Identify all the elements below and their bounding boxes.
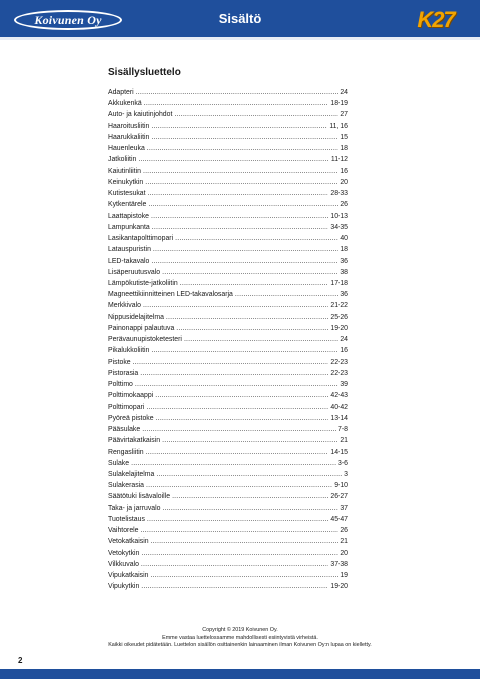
toc-entry-page: 19-20 [330, 583, 348, 591]
toc-entry-title: Haaroitusliitin [108, 122, 150, 130]
toc-entry [108, 300, 348, 311]
toc-entry-page: 7-8 [338, 426, 348, 434]
toc-dot-leader [146, 447, 329, 458]
toc-entry [108, 570, 348, 581]
toc-entry-title: LED-takavalo [108, 257, 150, 265]
toc-entry-page: 3 [344, 470, 348, 478]
toc-dot-leader [133, 357, 329, 368]
footer-copyright: Copyright © 2019 Koivunen Oy. [202, 627, 278, 633]
toc-entry-title: Polttimokaappi [108, 392, 154, 400]
toc-entry-page: 13-14 [330, 414, 348, 422]
toc-entry [108, 278, 348, 289]
toc-entry-page: 11-12 [330, 156, 348, 164]
toc-entry-page: 17-18 [330, 279, 348, 287]
toc-entry-title: Latauspuristin [108, 246, 151, 254]
toc-entry-page: 20 [340, 178, 348, 186]
toc-entry-title: Vetokatkaisin [108, 538, 149, 546]
toc-entry [108, 143, 348, 154]
toc-dot-leader [148, 199, 338, 210]
toc-dot-leader [147, 514, 328, 525]
toc-entry [108, 413, 348, 424]
toc-dot-leader [146, 402, 328, 413]
footer-disclaimer: Emme vastaa luettelossamme mahdollisesti esiintyvistä virheistä. [162, 634, 318, 641]
toc-entry-page: 26 [340, 201, 348, 209]
toc-entry-title: Laattapistoke [108, 212, 149, 220]
toc-entry-page: 19 [340, 572, 348, 580]
toc-entry-title: Perävaunupistoketesteri [108, 336, 182, 344]
toc-dot-leader [156, 413, 329, 424]
toc-entry-page: 18 [340, 145, 348, 153]
toc-dot-leader [175, 233, 338, 244]
toc-entry [108, 154, 348, 165]
toc-entry-page: 16 [340, 347, 348, 355]
toc-entry-title: Säätötuki lisävaloille [108, 493, 171, 501]
toc-entry [108, 312, 348, 323]
toc-entry [108, 548, 348, 559]
toc-entry [108, 368, 348, 379]
toc-entry [108, 379, 348, 390]
toc-dot-leader [138, 154, 329, 165]
toc-dot-leader [142, 424, 336, 435]
toc-entry-title: Kytkentärele [108, 201, 147, 209]
toc-entry-page: 26 [340, 527, 348, 535]
toc-entry-page: 21 [340, 538, 348, 546]
toc-dot-leader [176, 323, 328, 334]
toc-entry-title: Magneettikiinnitteinen LED-takavalosarja [108, 291, 233, 299]
toc-entry-page: 19-20 [330, 324, 348, 332]
toc-dot-leader [148, 188, 329, 199]
toc-dot-leader [141, 548, 338, 559]
toc-entry-title: Vaihtorele [108, 527, 139, 535]
toc-entry-title: Pistorasia [108, 369, 139, 377]
toc-entry-title: Pyöreä pistoke [108, 414, 154, 422]
toc-entry-title: Tuotelistaus [108, 515, 145, 523]
toc-entry-page: 9-10 [334, 482, 348, 490]
toc-entry [108, 98, 348, 109]
toc-entry [108, 491, 348, 502]
toc-entry-page: 27 [340, 111, 348, 119]
toc-entry-title: Nippusidelajitelma [108, 313, 164, 321]
toc-entry [108, 458, 348, 469]
koivunen-logo-text: Koivunen Oy [34, 12, 102, 27]
toc-entry-page: 3-6 [338, 459, 348, 467]
toc-entry-title: Merkkivalo [108, 302, 141, 310]
toc-entry [108, 525, 348, 536]
toc-dot-leader [162, 267, 338, 278]
toc-entry-title: Vipukatkaisin [108, 572, 149, 580]
toc-entry-title: Polttimo [108, 381, 133, 389]
toc-dot-leader [166, 312, 328, 323]
toc-dot-leader [147, 143, 339, 154]
toc-entry-page: 21-22 [330, 302, 348, 310]
toc-entry [108, 357, 348, 368]
toc-entry [108, 334, 348, 345]
toc-dot-leader [151, 121, 327, 132]
toc-entry-page: 36 [340, 291, 348, 299]
toc-dot-leader [145, 177, 338, 188]
toc-entry-title: Pistoke [108, 358, 131, 366]
toc-entry [108, 132, 348, 143]
toc-entry-title: Jatkoliitin [108, 156, 137, 164]
toc-entry [108, 559, 348, 570]
toc-entry [108, 424, 348, 435]
toc-entry-title: Hauenleuka [108, 145, 145, 153]
toc-entry-page: 45-47 [330, 515, 348, 523]
toc-entry [108, 177, 348, 188]
toc-entry-title: Vetokytkin [108, 549, 140, 557]
toc-entry [108, 514, 348, 525]
toc-entry-page: 40-42 [330, 403, 348, 411]
toc-entry [108, 121, 348, 132]
toc-entry-title: Kutistesukat [108, 190, 146, 198]
toc-dot-leader [136, 87, 339, 98]
toc-entry [108, 323, 348, 334]
toc-dot-leader [151, 536, 339, 547]
page-number: 2 [18, 656, 23, 665]
toc-entry [108, 469, 348, 480]
toc-entry [108, 166, 348, 177]
toc-entry-page: 38 [340, 268, 348, 276]
toc-dot-leader [146, 480, 332, 491]
toc-entry-page: 39 [340, 381, 348, 389]
toc-entry [108, 345, 348, 356]
toc-entry-title: Pikalukkoliitin [108, 347, 150, 355]
toc-entry-page: 18-19 [330, 100, 348, 108]
toc-dot-leader [141, 581, 328, 592]
toc-entry [108, 581, 348, 592]
table-of-contents [108, 87, 348, 593]
toc-entry-title: Sulake [108, 459, 130, 467]
toc-entry [108, 233, 348, 244]
toc-entry-page: 22-23 [330, 369, 348, 377]
toc-entry-title: Lämpökutiste-jatkoliitin [108, 279, 178, 287]
toc-entry [108, 222, 348, 233]
toc-dot-leader [172, 491, 328, 502]
toc-entry-title: Adapteri [108, 89, 134, 96]
toc-dot-leader [144, 98, 329, 109]
page-header [0, 0, 480, 40]
toc-entry-title: Vilkkuvalo [108, 560, 139, 568]
toc-entry [108, 503, 348, 514]
toc-entry-page: 10-13 [330, 212, 348, 220]
toc-dot-leader [151, 256, 338, 267]
toc-entry-page: 11, 16 [329, 122, 348, 130]
toc-entry [108, 402, 348, 413]
toc-dot-leader [162, 435, 338, 446]
toc-entry-page: 24 [340, 336, 348, 344]
toc-entry-title: Kaiutinliitin [108, 167, 141, 175]
toc-entry-page: 16 [340, 167, 348, 175]
toc-entry-page: 22-23 [330, 358, 348, 366]
toc-entry-page: 34-35 [330, 223, 348, 231]
toc-entry [108, 480, 348, 491]
toc-entry [108, 390, 348, 401]
toc-entry-page: 36 [340, 257, 348, 265]
toc-entry-title: Haarukkaliitin [108, 133, 150, 141]
toc-dot-leader [143, 300, 328, 311]
toc-dot-leader [135, 379, 338, 390]
page-title: Sisältö [218, 11, 262, 26]
toc-entry-title: Lampunkanta [108, 223, 150, 231]
toc-entry-page: 18 [340, 246, 348, 254]
toc-entry-page: 37 [340, 504, 348, 512]
toc-entry-page: 24 [340, 89, 348, 96]
toc-entry-page: 42-43 [330, 392, 348, 400]
toc-entry-page: 15 [340, 133, 348, 141]
toc-dot-leader [235, 289, 338, 300]
toc-dot-leader [180, 278, 329, 289]
toc-entry [108, 289, 348, 300]
toc-entry-page: 20 [340, 549, 348, 557]
toc-entry [108, 109, 348, 120]
toc-entry [108, 267, 348, 278]
toc-dot-leader [150, 570, 338, 581]
toc-entry-title: Sulakelajitelma [108, 470, 155, 478]
toc-dot-leader [141, 525, 339, 536]
toc-entry-title: Polttimopari [108, 403, 145, 411]
toc-entry [108, 447, 348, 458]
toc-entry-title: Painonappi palautuva [108, 324, 175, 332]
k27-logo-text: K27 [417, 7, 455, 32]
toc-dot-leader [155, 390, 328, 401]
toc-entry-page: 14-15 [330, 448, 348, 456]
toc-entry-title: Taka- ja jarruvalo [108, 504, 161, 512]
toc-dot-leader [143, 166, 338, 177]
toc-entry [108, 188, 348, 199]
toc-dot-leader [151, 132, 338, 143]
toc-entry-title: Rengasliitin [108, 448, 144, 456]
toc-entry [108, 87, 348, 98]
bottom-bar [0, 669, 480, 679]
toc-entry [108, 211, 348, 222]
toc-entry-page: 28-33 [330, 190, 348, 198]
toc-entry-title: Vipukytkin [108, 583, 140, 591]
toc-entry-page: 26-27 [330, 493, 348, 501]
toc-entry [108, 256, 348, 267]
toc-dot-leader [131, 458, 336, 469]
toc-dot-leader [162, 503, 338, 514]
toc-dot-leader [141, 559, 328, 570]
k27-logo [406, 7, 466, 33]
toc-dot-leader [153, 244, 338, 255]
toc-entry-page: 25-26 [330, 313, 348, 321]
toc-entry-title: Päävirtakatkaisin [108, 437, 161, 445]
toc-entry-title: Lasikantapolttimopari [108, 235, 174, 243]
toc-entry-title: Auto- ja kaiutinjohdot [108, 111, 173, 119]
toc-dot-leader [174, 109, 338, 120]
toc-dot-leader [184, 334, 338, 345]
toc-entry-page: 37-38 [330, 560, 348, 568]
toc-entry-title: Sulakerasia [108, 482, 145, 490]
toc-entry [108, 199, 348, 210]
footer [0, 627, 480, 650]
toc-entry-page: 21 [340, 437, 348, 445]
footer-rights: Kaikki oikeudet pidätetään. Luettelon sisällön osittainenkin lainaaminen ilman Koivunen Oy:n lupaa on kielletty. [108, 642, 372, 649]
toc-entry-title: Lisäperuutusvalo [108, 268, 161, 276]
toc-entry-title: Akkukenkä [108, 100, 142, 108]
toc-entry [108, 435, 348, 446]
toc-entry [108, 536, 348, 547]
toc-heading: Sisällysluettelo [108, 67, 181, 78]
toc-entry-page: 40 [340, 235, 348, 243]
toc-entry-title: Keinukytkin [108, 178, 144, 186]
toc-entry-title: Pääsulake [108, 426, 141, 434]
toc-dot-leader [151, 211, 328, 222]
toc-dot-leader [156, 469, 342, 480]
toc-dot-leader [151, 345, 338, 356]
toc-entry [108, 244, 348, 255]
toc-dot-leader [152, 222, 329, 233]
toc-dot-leader [140, 368, 328, 379]
